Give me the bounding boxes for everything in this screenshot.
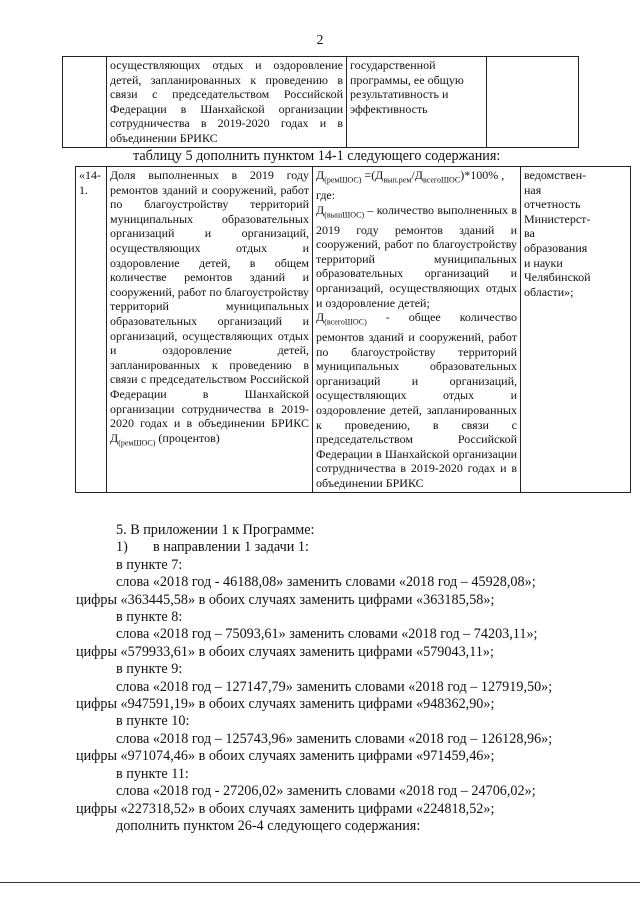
source-line: области»; [524, 284, 574, 299]
source-line: ная [524, 182, 542, 197]
top-table-cell-indicator: осуществляющих отдых и оздоровление детей, запланированных к проведению в связи с председательством Российской Федерации в Шанхайской организации сотрудничества в 2019-2020 годах и в объединении БРИКС [107, 57, 347, 148]
amendment-line: цифры «947591,19» в обоих случаях заменить цифрами «948362,90»; [76, 696, 495, 713]
formula-cell [313, 167, 521, 493]
indicator-unit: (процентов) [155, 430, 220, 445]
point-heading: в пункте 9: [116, 661, 183, 678]
subitem-heading: 1) в направлении 1 задачи 1: [116, 539, 309, 556]
indicator-symbol: $Д_{(ремШОС)}$ [110, 430, 156, 448]
point-heading: в пункте 11: [116, 765, 189, 782]
source-line: Челябинской [524, 270, 591, 285]
top-table-cell-description: государственной программы, ее общую результативность и эффективность [347, 57, 487, 148]
point-heading: в пункте 10: [116, 713, 190, 730]
formula: $Д_{(ремШОС)} =(Д_{вып.рем}/Д_{всегоШОС})*100\%$ , [316, 168, 505, 185]
point-heading: в пункте 7: [116, 556, 183, 573]
amendment-line: цифры «971074,46» в обоих случаях заменить цифрами «971459,46»; [76, 748, 495, 765]
page-number: 2 [316, 33, 324, 48]
amendment-line: слова «2018 год - 27206,02» заменить словами «2018 год – 24706,02»; [116, 783, 536, 800]
indicator-name: Доля выполненных в 2019 году ремонтов зданий и сооружений, работ по благоустройству территорий муниципальных образовательных организаций и организаций, осуществляющих отдых и оздоровление детей, в общем количестве ремонтов зданий и сооружений, работ по благоустройству территорий муниципальных образовательных организаций и организаций, осуществляющих отдых и оздоровление детей, запланированных к проведению в связи с председательством Российской Федерации в Шанхайской организации сотрудничества в 2019-2020 годах и в объединении БРИКС [110, 168, 309, 431]
amendment-line: дополнить пунктом 26-4 следующего содержания: [116, 817, 421, 834]
scan-edge-line [0, 882, 640, 883]
amendments-text [76, 522, 596, 835]
source-line: ва [524, 226, 535, 241]
source-cell [521, 167, 631, 493]
definition-2: $Д_{(всегоШОС)}$ - общее количество ремонтов зданий и сооружений, работ по благоустройству территорий муниципальных образовательных организаций и организаций, осуществляющих отдых и оздоровление детей, запланированных к проведению, в связи с председательством Российской Федерации в Шанхайской организации сотрудничества в 2019-2020 годах и в объединении БРИКС [316, 310, 517, 491]
source-line: ведомствен- [524, 168, 587, 182]
definition-1: $Д_{(вышШОС)}$ – количество выполненных в 2019 году ремонтов зданий и сооружений, работ по благоустройству территорий муниципальных образовательных организаций и организаций, осуществляющих отдых и оздоровление детей; [316, 202, 517, 310]
formula-where: где: [316, 187, 336, 202]
amendment-line: слова «2018 год – 75093,61» заменить словами «2018 год – 74203,11»; [116, 626, 538, 643]
amendment-line: цифры «363445,58» в обоих случаях заменить цифрами «363185,58»; [76, 591, 495, 608]
amendment-line: слова «2018 год – 125743,96» заменить словами «2018 год – 126128,96»; [116, 730, 553, 747]
top-table-cell-num [63, 57, 107, 148]
amendment-line: цифры «227318,52» в обоих случаях заменить цифрами «224818,52»; [76, 800, 495, 817]
amendment-line: слова «2018 год – 127147,79» заменить словами «2018 год – 127919,50»; [116, 678, 553, 695]
amendment-line: слова «2018 год - 46188,08» заменить словами «2018 год – 45928,08»; [116, 574, 536, 591]
table-row [76, 167, 631, 493]
top-table-cell-source [487, 57, 579, 148]
table-intro-text: таблицу 5 дополнить пунктом 14-1 следующего содержания: [133, 148, 501, 164]
source-line: отчетность [524, 197, 581, 212]
indicator-number: «14-1. [76, 167, 107, 493]
indicator-name-cell [107, 167, 313, 493]
amendment-line: цифры «579933,61» в обоих случаях заменить цифрами «579043,11»; [76, 643, 494, 660]
source-line: образования [524, 240, 588, 255]
source-line: Министерст- [524, 211, 591, 226]
point-heading: в пункте 8: [116, 609, 183, 626]
section-heading: 5. В приложении 1 к Программе: [116, 522, 315, 538]
top-table-fragment [62, 56, 579, 148]
source-line: и науки [524, 255, 563, 270]
indicator-table [75, 166, 631, 493]
